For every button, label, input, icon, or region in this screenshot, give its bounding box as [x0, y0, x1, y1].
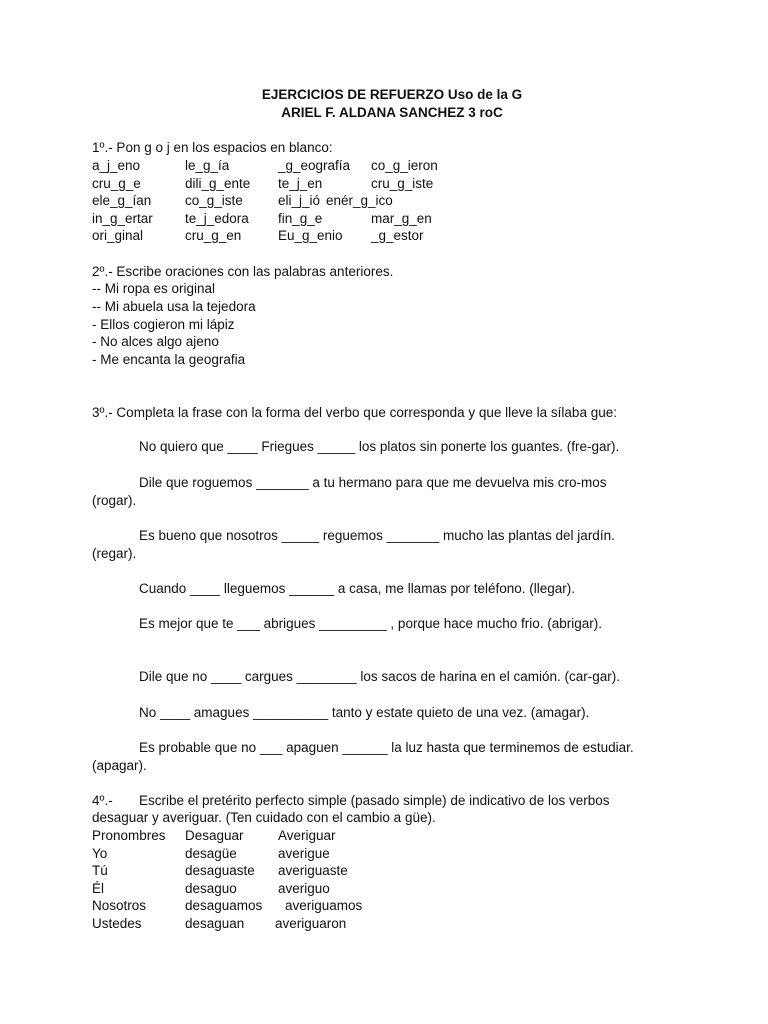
fill-sentence: Es bueno que nosotros _____ reguemos _______ mucho las plantas del jardín.	[139, 528, 615, 543]
table-cell: Ustedes	[92, 915, 142, 931]
fill-sentence: Cuando ____ lleguemos ______ a casa, me llamas por teléfono. (llegar).	[139, 581, 576, 596]
word-cell: _g_estor	[371, 228, 424, 243]
sentence-line: - Me encanta la geografia	[92, 352, 246, 367]
table-cell: desaguo	[185, 880, 237, 896]
word-cell: co_g_iste	[185, 193, 243, 208]
table-cell: Nosotros	[92, 898, 147, 913]
word-cell: cru_g_en	[185, 228, 242, 243]
word-cell: a_j_eno	[92, 158, 141, 173]
fill-sentence: No ____ amagues __________ tanto y estate quieto de una vez. (amagar).	[139, 705, 590, 720]
table-cell: averigue	[278, 845, 330, 861]
table-cell: averiguaron	[275, 915, 347, 931]
fill-sentence-continuation: (rogar).	[92, 493, 137, 508]
word-cell: te_j_edora	[185, 210, 249, 226]
fill-sentence: No quiero que ____ Friegues _____ los platos sin ponerte los guantes. (fre-gar).	[139, 439, 620, 454]
exercise-3-heading: 3º.- Completa la frase con la forma del verbo que corresponda y que lleve la sílaba gue:	[92, 405, 617, 420]
fill-sentence: Es probable que no ___ apaguen ______ la luz hasta que terminemos de estudiar.	[139, 740, 634, 755]
document-title: EJERCICIOS DE REFUERZO Uso de la G	[261, 87, 523, 102]
word-cell: te_j_en	[278, 175, 323, 191]
word-cell: ori_ginal	[92, 228, 144, 243]
exercise-1-heading: 1º.- Pon g o j en los espacios en blanco:	[92, 140, 333, 155]
word-cell: eli_j_ió	[278, 193, 321, 208]
column-header: Pronombres	[92, 828, 166, 843]
column-header: Desaguar	[185, 828, 244, 843]
exercise-4-heading: Escribe el pretérito perfecto simple (pasado simple) de indicativo de los verbos	[139, 793, 610, 808]
column-header: Averiguar	[278, 828, 336, 843]
word-cell: enér_g_ico	[326, 193, 393, 208]
sentence-line: -- Mi ropa es original	[92, 281, 216, 296]
fill-sentence: Es mejor que te ___ abrigues _________ , porque hace mucho frio. (abrigar).	[139, 616, 603, 631]
fill-sentence-continuation: (apagar).	[92, 758, 147, 773]
word-cell: Eu_g_enio	[278, 228, 343, 243]
exercise-4-heading-number: 4º.-	[92, 793, 113, 808]
sentence-line: - Ellos cogieron mi lápiz	[92, 317, 235, 332]
table-cell: desaguaste	[185, 863, 255, 878]
word-cell: in_g_ertar	[92, 210, 153, 226]
word-cell: fin_g_e	[278, 210, 323, 226]
word-cell: mar_g_en	[371, 210, 432, 226]
table-cell: averiguamos	[285, 898, 363, 913]
word-cell: le_g_ía	[185, 158, 230, 173]
sentence-line: -- Mi abuela usa la tejedora	[92, 299, 256, 314]
word-cell: cru_g_e	[92, 175, 141, 191]
word-cell: _g_eografía	[278, 158, 351, 173]
word-cell: cru_g_iste	[371, 175, 434, 191]
exercise-2-heading: 2º.- Escribe oraciones con las palabras anteriores.	[92, 264, 394, 279]
table-cell: Yo	[92, 845, 108, 861]
fill-sentence: Dile que roguemos _______ a tu hermano para que me devuelva mis cro-mos	[139, 475, 607, 490]
sentence-line: - No alces algo ajeno	[92, 334, 219, 349]
table-cell: Él	[92, 880, 105, 896]
fill-sentence-continuation: (regar).	[92, 546, 137, 561]
table-cell: averiguaste	[278, 863, 348, 878]
word-cell: dili_g_ente	[185, 175, 251, 191]
table-cell: desaguamos	[185, 898, 263, 913]
word-cell: co_g_ieron	[371, 158, 438, 173]
table-cell: averiguo	[278, 880, 330, 896]
fill-sentence: Dile que no ____ cargues ________ los sacos de harina en el camión. (car-gar).	[139, 669, 621, 684]
table-cell: desaguan	[185, 915, 245, 931]
table-cell: desagüe	[185, 845, 237, 861]
word-cell: ele_g_ían	[92, 193, 152, 208]
exercise-4-heading-continuation: desaguar y averiguar. (Ten cuidado con el cambio a güe).	[92, 810, 436, 825]
table-cell: Tú	[92, 863, 108, 878]
document-author: ARIEL F. ALDANA SANCHEZ 3 roC	[281, 105, 503, 120]
